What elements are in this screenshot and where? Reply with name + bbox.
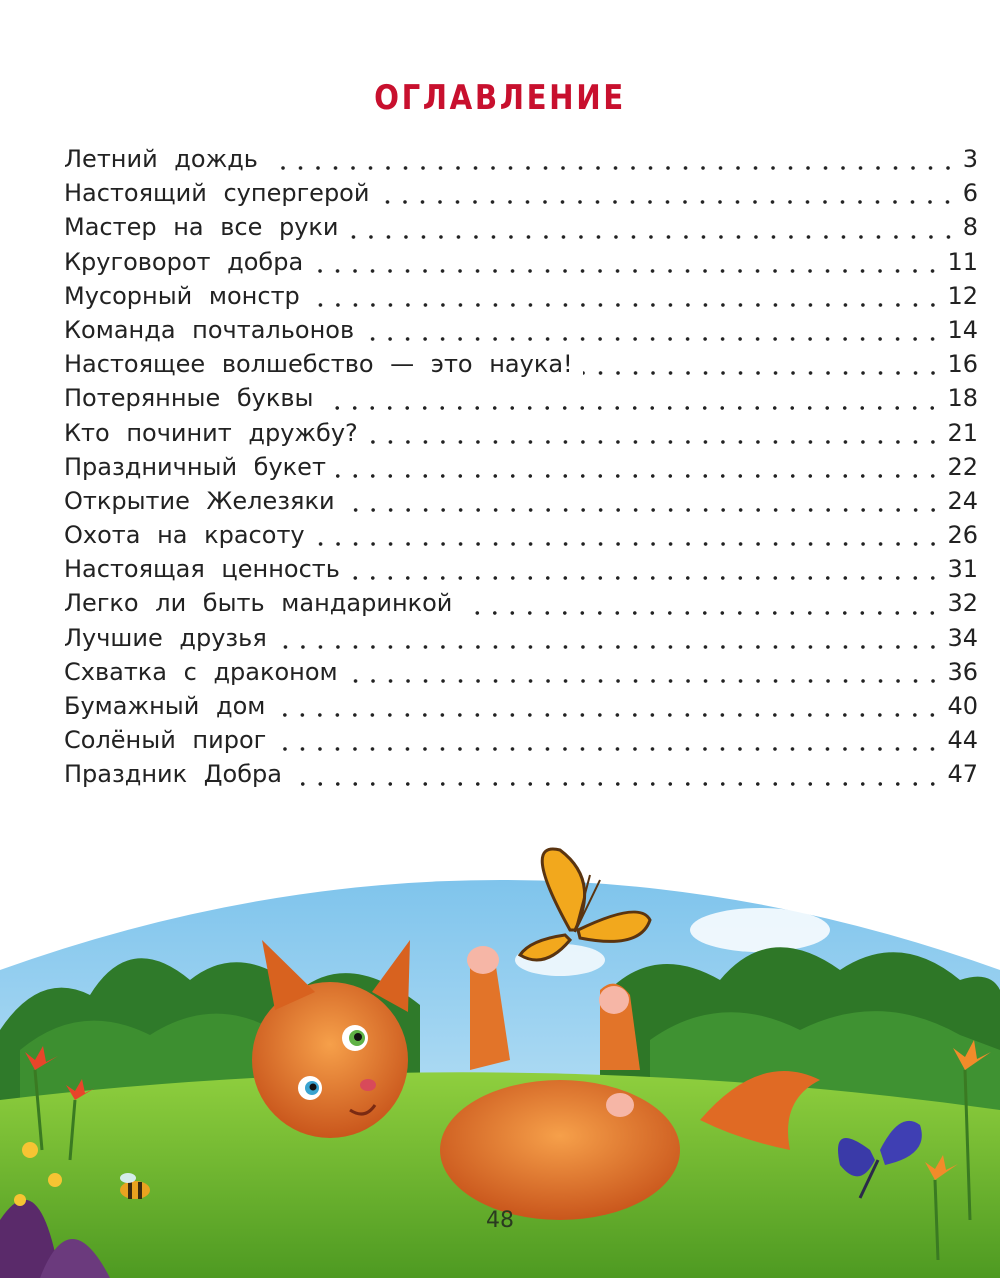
toc-entry-page: 47: [947, 760, 978, 789]
toc-entry[interactable]: [64, 555, 978, 589]
cloud: [690, 908, 830, 952]
dot-leader: [379, 199, 956, 205]
toc-entry[interactable]: [64, 145, 978, 179]
toc-entry-title: Лучшие друзья: [64, 623, 267, 652]
toc-entry-title: Потерянные буквы: [64, 384, 314, 413]
toc-entry-page: 8: [962, 213, 978, 242]
dot-leader: [348, 678, 942, 684]
toc-entry-page: 26: [947, 521, 978, 550]
dot-leader: [368, 439, 942, 445]
toc-entry[interactable]: [64, 521, 978, 555]
dot-leader: [292, 781, 942, 787]
dot-leader: [349, 234, 957, 240]
toc-entry-title: Мусорный монстр: [64, 281, 300, 310]
toc-entry[interactable]: [64, 350, 978, 384]
toc-entry-page: 18: [947, 384, 978, 413]
toc-entry-page: 11: [947, 247, 978, 276]
dot-leader: [364, 336, 941, 342]
toc-entry-page: 12: [947, 281, 978, 310]
dot-leader: [276, 746, 941, 752]
toc-entry-title: Праздник Добра: [64, 760, 282, 789]
toc-entry[interactable]: [64, 316, 978, 350]
toc-entry-page: 21: [947, 418, 978, 447]
toc-entry-title: Бумажный дом: [64, 692, 266, 720]
toc-entry[interactable]: [64, 624, 978, 658]
toc-entry-title: Настоящий супергерой: [64, 179, 370, 208]
toc-entry[interactable]: [64, 760, 978, 794]
toc-entry-title: Кто починит дружбу?: [64, 418, 358, 447]
page-number: 48: [486, 1208, 514, 1233]
toc-entry-title: Мастер на все руки: [64, 213, 339, 242]
toc-entry-page: 3: [962, 145, 978, 173]
toc-entry-page: 40: [947, 692, 978, 720]
dot-leader: [462, 610, 941, 616]
dot-leader: [268, 165, 957, 171]
dot-leader: [336, 473, 942, 479]
toc-entry-title: Летний дождь: [64, 145, 258, 173]
toc-entry[interactable]: [64, 726, 978, 760]
toc-entry-title: Праздничный букет: [64, 452, 326, 481]
toc-entry-page: 6: [962, 179, 978, 208]
toc-entry-page: 32: [947, 589, 978, 618]
toc-entry-title: Охота на красоту: [64, 521, 305, 550]
dot-leader: [275, 712, 941, 718]
toc-entry-title: Открытие Железяки: [64, 486, 335, 515]
toc-entry-title: Схватка с драконом: [64, 657, 338, 686]
toc-entry-page: 36: [947, 657, 978, 686]
toc-entry-title: Круговорот добра: [64, 247, 304, 276]
toc-entry[interactable]: [64, 282, 978, 316]
toc-entry-page: 16: [947, 350, 978, 379]
dot-leader: [315, 541, 942, 547]
toc-entry-page: 22: [947, 452, 978, 481]
toc-entry-page: 44: [947, 726, 978, 755]
toc-entry-page: 14: [947, 315, 978, 344]
toc-entry[interactable]: [64, 692, 978, 726]
toc-entry-title: Солёный пирог: [64, 726, 267, 755]
toc-entry-title: Настоящая ценность: [64, 555, 340, 584]
table-of-contents: [64, 145, 978, 795]
toc-entry[interactable]: [64, 487, 978, 521]
dot-leader: [277, 644, 942, 650]
dot-leader: [583, 370, 942, 376]
toc-entry[interactable]: [64, 213, 978, 247]
dot-leader: [323, 405, 941, 411]
dot-leader: [310, 302, 942, 308]
toc-entry[interactable]: [64, 419, 978, 453]
dot-leader: [345, 507, 942, 513]
toc-entry[interactable]: [64, 384, 978, 418]
toc-entry[interactable]: [64, 658, 978, 692]
toc-entry-page: 31: [947, 555, 978, 584]
dot-leader: [350, 575, 942, 581]
toc-entry-title: Настоящее волшебство — это наука!: [64, 350, 573, 379]
toc-entry-page: 34: [947, 623, 978, 652]
toc-entry[interactable]: [64, 248, 978, 282]
toc-entry[interactable]: [64, 453, 978, 487]
toc-entry[interactable]: [64, 589, 978, 623]
toc-entry-page: 24: [947, 486, 978, 515]
toc-entry-title: Команда почтальонов: [64, 315, 355, 344]
dot-leader: [313, 268, 941, 274]
toc-entry-title: Легко ли быть мандаринкой: [64, 589, 453, 618]
page-title: ОГЛАВЛЕНИЕ: [374, 77, 626, 118]
toc-entry[interactable]: [64, 179, 978, 213]
